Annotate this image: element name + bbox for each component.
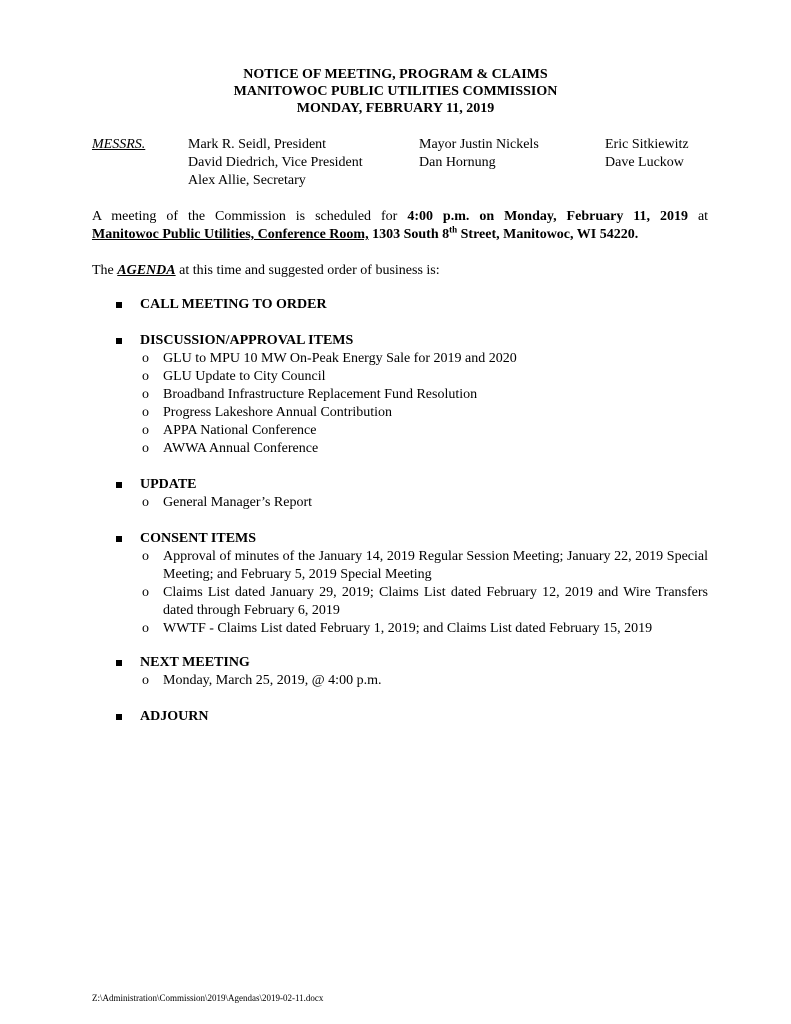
section-discussion-approval: DISCUSSION/APPROVAL ITEMS <box>140 333 354 348</box>
document-file-path: Z:\Administration\Commission\2019\Agendas\2019-02-11.docx <box>92 993 324 1003</box>
discussion-item: GLU Update to City Council <box>163 369 326 384</box>
address-ordinal: th <box>449 224 458 235</box>
intro-text-at: at <box>697 209 709 224</box>
discussion-item: GLU to MPU 10 MW On-Peak Energy Sale for 2019 and 2020 <box>163 351 517 366</box>
member-hornung: Dan Hornung <box>419 155 496 170</box>
section-update: UPDATE <box>140 477 197 492</box>
sub-bullet-icon: o <box>142 495 149 510</box>
meeting-notice-line2 <box>92 226 638 244</box>
consent-item: WWTF - Claims List dated February 1, 2019; and Claims List dated February 15, 2019 <box>163 621 653 636</box>
bullet-square-icon <box>116 482 122 488</box>
bullet-square-icon <box>116 338 122 344</box>
bullet-square-icon <box>116 714 122 720</box>
bullet-square-icon <box>116 536 122 542</box>
discussion-item: APPA National Conference <box>163 423 317 438</box>
section-next-meeting: NEXT MEETING <box>140 655 250 670</box>
sub-bullet-icon: o <box>142 351 149 366</box>
sub-bullet-icon: o <box>142 387 149 402</box>
sub-bullet-icon: o <box>142 549 149 564</box>
member-seidl: Mark R. Seidl, President <box>188 137 327 152</box>
meeting-location: Manitowoc Public Utilities, Conference Room, <box>92 227 369 242</box>
meeting-date-title: MONDAY, FEBRUARY 11, 2019 <box>296 101 495 116</box>
member-sitkiewitz: Eric Sitkiewitz <box>605 137 689 152</box>
meeting-notice-line1 <box>92 208 708 226</box>
member-nickels: Mayor Justin Nickels <box>419 137 539 152</box>
section-adjourn: ADJOURN <box>140 709 209 724</box>
consent-item: Claims List dated January 29, 2019; Claims List dated February 12, 2019 and Wire Transfers dated through February 6, 2019 <box>163 585 708 618</box>
discussion-item: AWWA Annual Conference <box>163 441 319 456</box>
member-diedrich: David Diedrich, Vice President <box>188 155 363 170</box>
commission-title: MANITOWOC PUBLIC UTILITIES COMMISSION <box>233 84 558 99</box>
sub-bullet-icon: o <box>142 673 149 688</box>
sub-bullet-icon: o <box>142 585 149 600</box>
member-luckow: Dave Luckow <box>605 155 684 170</box>
sub-bullet-icon: o <box>142 423 149 438</box>
consent-item: Approval of minutes of the January 14, 2019 Regular Session Meeting; January 22, 2019 Special Meeting; and February 5, 2019 Special Meeting <box>163 549 708 582</box>
meeting-time-date: 4:00 p.m. on Monday, February 11, 2019 <box>407 209 688 224</box>
address-street-number: 1303 South 8 <box>372 227 450 242</box>
discussion-item: Broadband Infrastructure Replacement Fund Resolution <box>163 387 478 402</box>
address-rest: Street, Manitowoc, WI 54220. <box>460 227 639 242</box>
notice-title: NOTICE OF MEETING, PROGRAM & CLAIMS <box>243 67 548 82</box>
member-allie: Alex Allie, Secretary <box>188 173 306 188</box>
intro-text: A meeting of the Commission is scheduled for <box>92 209 398 224</box>
sub-bullet-icon: o <box>142 621 149 636</box>
section-call-to-order: CALL MEETING TO ORDER <box>140 297 327 312</box>
agenda-intro <box>92 262 440 280</box>
discussion-item: Progress Lakeshore Annual Contribution <box>163 405 393 420</box>
agenda-intro-pre: The <box>92 263 114 278</box>
meeting-address <box>372 224 639 242</box>
agenda-intro-post: at this time and suggested order of business is: <box>179 263 440 278</box>
update-item: General Manager’s Report <box>163 495 313 510</box>
section-consent-items: CONSENT ITEMS <box>140 531 257 546</box>
messrs-label: MESSRS. <box>92 137 146 152</box>
bullet-square-icon <box>116 302 122 308</box>
sub-bullet-icon: o <box>142 405 149 420</box>
sub-bullet-icon: o <box>142 369 149 384</box>
bullet-square-icon <box>116 660 122 666</box>
sub-bullet-icon: o <box>142 441 149 456</box>
agenda-word: AGENDA <box>117 263 176 278</box>
next-meeting-date: Monday, March 25, 2019, @ 4:00 p.m. <box>163 673 382 688</box>
